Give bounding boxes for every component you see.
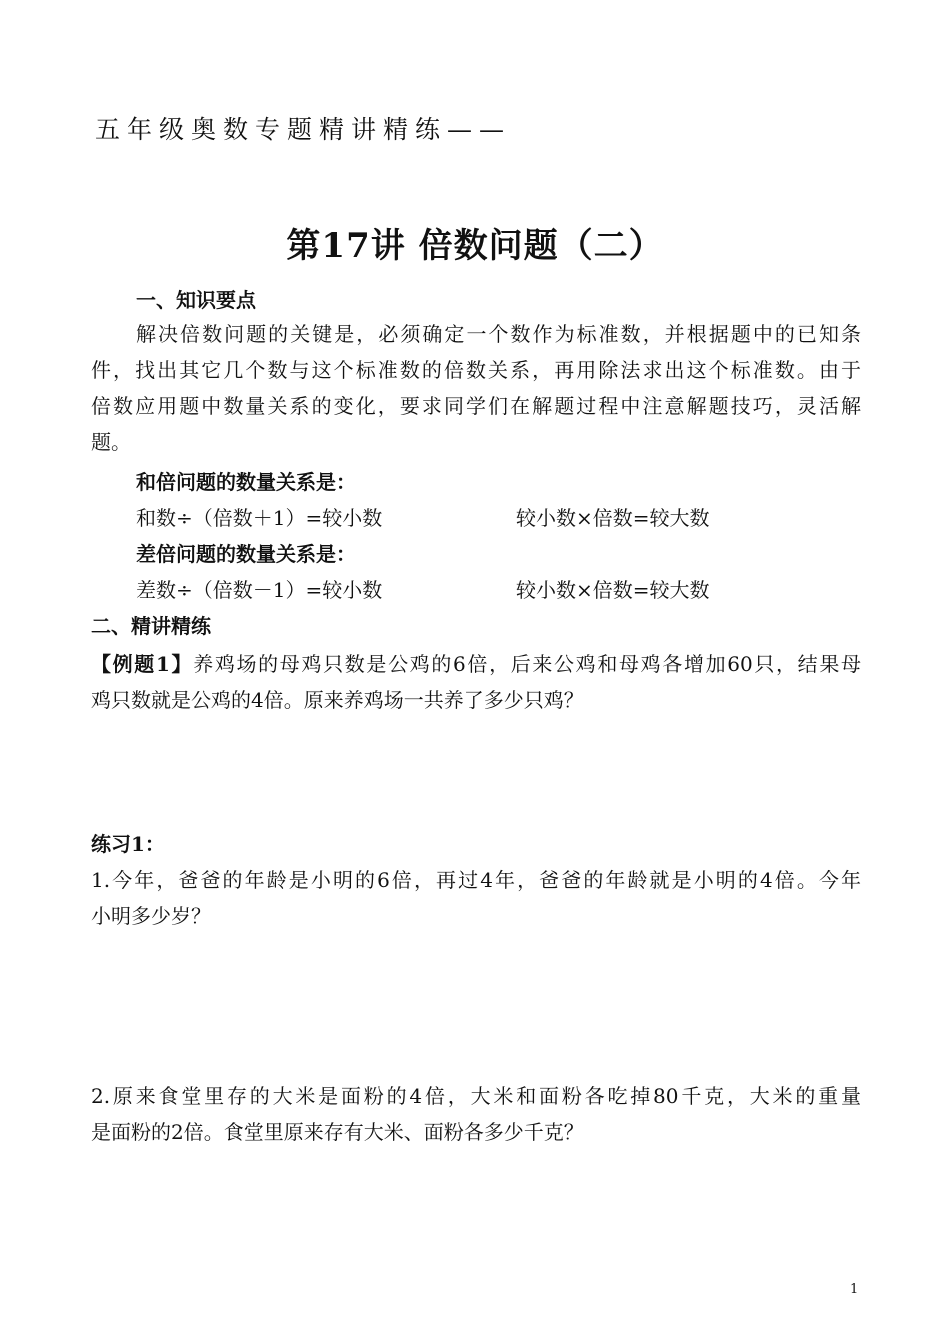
knowledge-line: 件，找出其它几个数与这个标准数的倍数关系，再用除法求出这个标准数。由于 [91, 358, 861, 382]
question-1 [91, 862, 861, 934]
question-line: 2.原来食堂里存的大米是面粉的4倍，大米和面粉各吃掉80千克，大米的重量 [91, 1084, 861, 1108]
lecture-title: 第17讲 倍数问题（二） [286, 226, 664, 266]
question-line: 小明多少岁？ [91, 904, 211, 928]
knowledge-paragraph [91, 316, 861, 460]
knowledge-line: 解决倍数问题的关键是，必须确定一个数作为标准数，并根据题中的已知条 [136, 322, 861, 346]
example-line [91, 646, 861, 682]
practice-heading: 二、精讲精练 [91, 614, 211, 638]
question-line: 是面粉的2倍。食堂里原来存有大米、面粉各多少千克？ [91, 1120, 584, 1144]
example-1 [91, 646, 861, 718]
sum-multiple-formula-1: 和数÷（倍数＋1）=较小数 [136, 506, 383, 530]
diff-multiple-formula-2: 较小数×倍数=较大数 [516, 578, 710, 602]
knowledge-heading: 一、知识要点 [136, 288, 256, 312]
question-2 [91, 1078, 861, 1150]
knowledge-line: 题。 [91, 430, 131, 454]
question-line: 1.今年，爸爸的年龄是小明的6倍，再过4年，爸爸的年龄就是小明的4倍。今年 [91, 868, 861, 892]
example-text: 养鸡场的母鸡只数是公鸡的6倍，后来公鸡和母鸡各增加60只，结果母 [193, 652, 861, 676]
diff-multiple-title: 差倍问题的数量关系是： [136, 542, 356, 566]
page-number: 1 [850, 1282, 859, 1297]
series-title: 五年级奥数专题精讲精练—— [95, 115, 512, 144]
practice-1-title: 练习1： [91, 832, 165, 856]
knowledge-line: 倍数应用题中数量关系的变化，要求同学们在解题过程中注意解题技巧，灵活解 [91, 394, 861, 418]
diff-multiple-formula-1: 差数÷（倍数－1）=较小数 [136, 578, 383, 602]
example-label: 【例题1】 [91, 652, 194, 676]
sum-multiple-formula-2: 较小数×倍数=较大数 [516, 506, 710, 530]
sum-multiple-title: 和倍问题的数量关系是： [136, 470, 356, 494]
example-line: 鸡只数就是公鸡的4倍。原来养鸡场一共养了多少只鸡？ [91, 688, 584, 712]
